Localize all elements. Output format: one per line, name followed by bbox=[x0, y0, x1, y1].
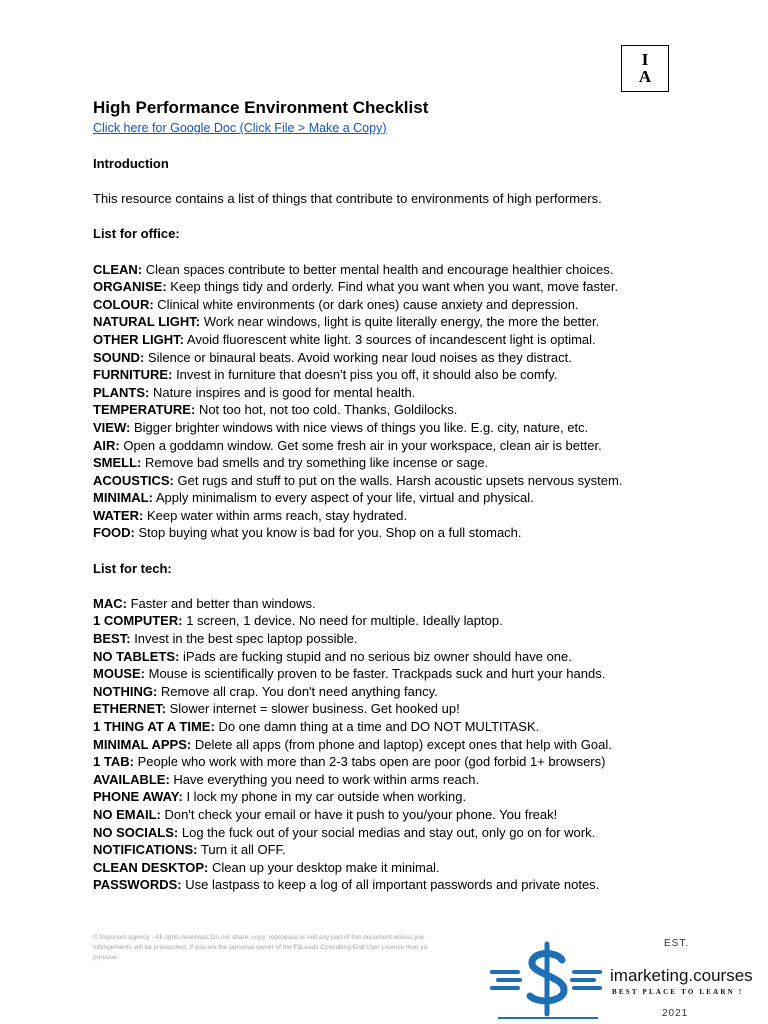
checklist-item bbox=[93, 331, 733, 349]
footer-line: © Imperium Agency - All rights reserved. Do not share, copy, reproduce or sell any part of this document unless you bbox=[93, 934, 425, 941]
checklist-item bbox=[93, 366, 733, 384]
checklist-item bbox=[93, 876, 733, 894]
checklist-item-text: Work near windows, light is quite literally energy, the more the better. bbox=[203, 314, 600, 330]
checklist-item bbox=[93, 384, 733, 402]
checklist-item-label: BEST: bbox=[93, 631, 131, 647]
checklist-item-label: CLEAN: bbox=[93, 261, 143, 277]
checklist-item bbox=[93, 349, 733, 367]
checklist-item-label: WATER: bbox=[93, 507, 144, 523]
tech-list bbox=[93, 595, 733, 894]
footer-line: infringements will be prosecuted. If you are the personal owner of the FitLeads Consulting End User License then yo bbox=[93, 944, 428, 951]
checklist-item-label: ORGANISE: bbox=[93, 279, 167, 295]
checklist-item-label: 1 THING AT A TIME: bbox=[93, 719, 215, 734]
logo-letter-top: I bbox=[641, 50, 649, 69]
est-year: 2021 bbox=[662, 1008, 689, 1019]
checklist-item-label: NOTIFICATIONS: bbox=[93, 842, 198, 858]
brand-logo bbox=[621, 45, 669, 92]
checklist-item-text: Log the fuck out of your social medias and stay out, only go on for work. bbox=[181, 824, 596, 840]
checklist-item-text: Slower internet = slower business. Get hooked up! bbox=[169, 701, 460, 717]
brand-tagline: BEST PLACE TO LEARN ! bbox=[612, 988, 744, 996]
checklist-item bbox=[93, 648, 733, 666]
checklist-item-text: Have everything you need to work within arms reach. bbox=[173, 771, 480, 787]
office-list-heading: List for office: bbox=[93, 226, 180, 242]
checklist-item-label: NO SOCIALS: bbox=[93, 824, 179, 840]
checklist-item bbox=[93, 524, 733, 542]
checklist-item-text: Clean up your desktop make it minimal. bbox=[211, 859, 440, 875]
checklist-item bbox=[93, 278, 733, 296]
checklist-item bbox=[93, 401, 733, 419]
intro-heading: Introduction bbox=[93, 156, 169, 171]
checklist-item-label: MINIMAL APPS: bbox=[93, 736, 192, 752]
checklist-item-text: Delete all apps (from phone and laptop) except ones that help with Goal. bbox=[194, 736, 612, 752]
checklist-item bbox=[93, 736, 733, 754]
checklist-item-label: COLOUR: bbox=[93, 296, 154, 312]
page-title: High Performance Environment Checklist bbox=[93, 98, 429, 117]
office-list bbox=[93, 261, 733, 543]
est-label: EST. bbox=[664, 938, 690, 949]
checklist-item-label: MAC: bbox=[93, 595, 127, 611]
checklist-item-label: NOTHING: bbox=[93, 683, 158, 699]
checklist-item-label: SOUND: bbox=[93, 349, 145, 365]
footer-line: purpose. bbox=[93, 954, 119, 961]
checklist-item-text: Clean spaces contribute to better mental health and encourage healthier choices. bbox=[145, 261, 614, 277]
checklist-item-text: I lock my phone in my car outside when working. bbox=[186, 789, 467, 805]
checklist-item bbox=[93, 788, 733, 806]
checklist-item-label: TEMPERATURE: bbox=[93, 402, 196, 418]
checklist-item bbox=[93, 595, 733, 613]
checklist-item-label: NATURAL LIGHT: bbox=[93, 314, 201, 330]
checklist-item bbox=[93, 683, 733, 701]
logo-letter-bottom: A bbox=[638, 67, 652, 86]
checklist-item bbox=[93, 419, 733, 437]
checklist-item bbox=[93, 261, 733, 279]
checklist-item-text: Keep water within arms reach, stay hydrated. bbox=[146, 507, 408, 523]
checklist-item-text: Invest in the best spec laptop possible. bbox=[134, 631, 358, 647]
checklist-item-label: 1 TAB: bbox=[93, 754, 134, 770]
checklist-item bbox=[93, 313, 733, 331]
checklist-item-text: Invest in furniture that doesn't piss you off, it should also be comfy. bbox=[176, 367, 558, 383]
checklist-item-text: People who work with more than 2-3 tabs open are poor (god forbid 1+ browsers) bbox=[137, 754, 606, 770]
checklist-item-text: iPads are fucking stupid and no serious biz owner should have one. bbox=[183, 648, 572, 664]
checklist-item-text: 1 screen, 1 device. No need for multiple. Ideally laptop. bbox=[186, 613, 503, 629]
copyright-footer bbox=[93, 933, 533, 963]
checklist-item bbox=[93, 859, 733, 877]
checklist-item bbox=[93, 753, 733, 771]
watermark-banner bbox=[488, 930, 768, 1024]
checklist-item bbox=[93, 806, 733, 824]
checklist-item-text: Open a goddamn window. Get some fresh air in your workspace, clean air is better. bbox=[123, 437, 602, 453]
checklist-item-label: PHONE AWAY: bbox=[93, 789, 183, 805]
checklist-item-label: ETHERNET: bbox=[93, 701, 166, 717]
checklist-item-text: Silence or binaural beats. Avoid working near loud noises as they distract. bbox=[147, 349, 572, 365]
checklist-item-text: Don't check your email or have it push to you/your phone. You freak! bbox=[164, 806, 558, 822]
checklist-item bbox=[93, 489, 733, 507]
checklist-item-label: MINIMAL: bbox=[93, 490, 153, 506]
checklist-item-text: Faster and better than windows. bbox=[130, 595, 316, 611]
checklist-item bbox=[93, 296, 733, 314]
checklist-item bbox=[93, 824, 733, 842]
checklist-item bbox=[93, 718, 733, 736]
checklist-item-text: Not too hot, not too cold. Thanks, Goldilocks. bbox=[198, 402, 458, 418]
checklist-item-text: Do one damn thing at a time and DO NOT MULTITASK. bbox=[218, 719, 540, 734]
checklist-item-label: FOOD: bbox=[93, 525, 135, 541]
checklist-item bbox=[93, 454, 733, 472]
checklist-item-text: Mouse is scientifically proven to be faster. Trackpads suck and hurt your hands. bbox=[148, 666, 606, 682]
checklist-item bbox=[93, 437, 733, 455]
document-body bbox=[93, 155, 733, 894]
checklist-item-label: ACOUSTICS: bbox=[93, 472, 174, 488]
checklist-item bbox=[93, 841, 733, 859]
checklist-item-label: AVAILABLE: bbox=[93, 771, 170, 787]
checklist-item-text: Apply minimalism to every aspect of your life, virtual and physical. bbox=[155, 490, 534, 506]
brand-name: imarketing.courses bbox=[610, 966, 753, 985]
checklist-item-label: OTHER LIGHT: bbox=[93, 331, 184, 347]
checklist-item-label: PLANTS: bbox=[93, 384, 150, 400]
checklist-item-text: Bigger brighter windows with nice views of things you like. E.g. city, nature, etc. bbox=[133, 419, 589, 435]
checklist-item bbox=[93, 472, 733, 490]
checklist-item bbox=[93, 507, 733, 525]
tech-list-heading: List for tech: bbox=[93, 560, 172, 576]
google-doc-link[interactable]: Click here for Google Doc (Click File > Make a Copy) bbox=[93, 121, 387, 135]
checklist-item-label: NO EMAIL: bbox=[93, 806, 161, 822]
checklist-item-text: Keep things tidy and orderly. Find what you want when you want, move faster. bbox=[170, 279, 619, 295]
checklist-item-label: PASSWORDS: bbox=[93, 877, 182, 893]
checklist-item-text: Stop buying what you know is bad for you. Shop on a full stomach. bbox=[138, 525, 522, 541]
checklist-item bbox=[93, 612, 733, 630]
checklist-item-label: NO TABLETS: bbox=[93, 648, 180, 664]
checklist-item-text: Get rugs and stuff to put on the walls. Harsh acoustic upsets nervous system. bbox=[177, 472, 623, 488]
checklist-item-label: 1 COMPUTER: bbox=[93, 613, 183, 629]
checklist-item-text: Use lastpass to keep a log of all important passwords and private notes. bbox=[185, 877, 600, 893]
checklist-item-text: Clinical white environments (or dark ones) cause anxiety and depression. bbox=[157, 296, 579, 312]
checklist-item bbox=[93, 630, 733, 648]
checklist-item-text: Remove bad smells and try something like incense or sage. bbox=[145, 455, 489, 471]
dollar-icon bbox=[488, 930, 608, 1024]
checklist-item bbox=[93, 665, 733, 683]
checklist-item-text: Nature inspires and is good for mental health. bbox=[152, 384, 416, 400]
checklist-item-label: SMELL: bbox=[93, 455, 142, 471]
checklist-item-text: Avoid fluorescent white light. 3 sources of incandescent light is optimal. bbox=[186, 331, 596, 347]
checklist-item-label: CLEAN DESKTOP: bbox=[93, 859, 209, 875]
checklist-item-label: AIR: bbox=[93, 437, 120, 453]
checklist-item-label: MOUSE: bbox=[93, 666, 145, 682]
checklist-item-label: FURNITURE: bbox=[93, 367, 173, 383]
checklist-item bbox=[93, 700, 733, 718]
checklist-item-text: Turn it all OFF. bbox=[200, 842, 286, 858]
checklist-item-label: VIEW: bbox=[93, 419, 131, 435]
intro-text: This resource contains a list of things that contribute to environments of high performers. bbox=[93, 191, 602, 207]
checklist-item-text: Remove all crap. You don't need anything fancy. bbox=[160, 683, 438, 699]
checklist-item bbox=[93, 771, 733, 789]
